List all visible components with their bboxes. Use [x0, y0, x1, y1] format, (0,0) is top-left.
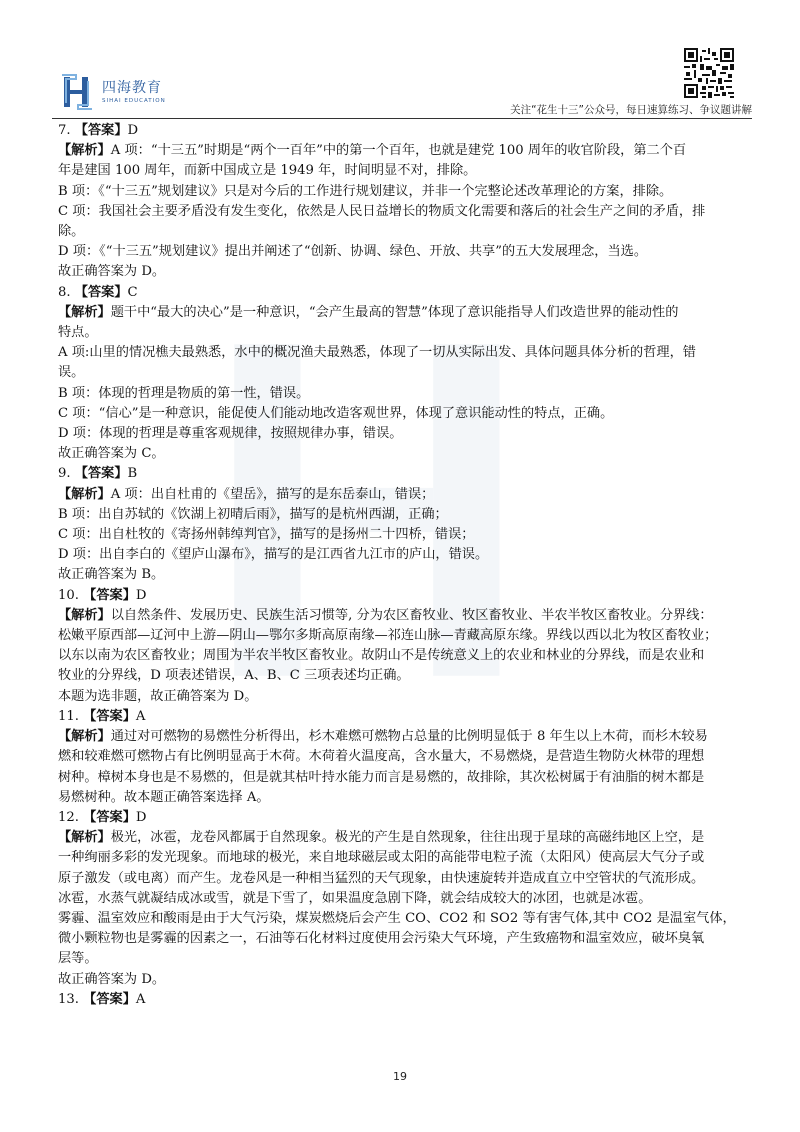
- text-segment: 以东以南为农区畜牧业；周围为半农半牧区畜牧业。故阴山不是传统意义上的农业和林业的分界线，而是农业和: [58, 648, 705, 664]
- text-line: [58, 848, 748, 868]
- text-line: [58, 687, 748, 707]
- text-line: [58, 141, 748, 161]
- text-line: [58, 747, 748, 767]
- answer-label: 【解析】: [58, 607, 111, 623]
- text-segment: 雾霾、温室效应和酸雨是由于大气污染，煤炭燃烧后会产生 CO、CO2 和 SO2 等有害气体,其中 CO2 是温室气体，: [58, 910, 736, 926]
- text-segment: A 项：出自杜甫的《望岳》，描写的是东岳泰山，错误；: [110, 486, 435, 502]
- text-line: [58, 565, 748, 585]
- text-segment: 12.: [58, 809, 84, 825]
- text-segment: 树种。樟树本身也是不易燃的，但是就其枯叶持水能力而言是易燃的，故排除，其次松树属于有油脂的树木都是: [58, 769, 705, 785]
- text-line: [58, 161, 748, 181]
- text-line: [58, 990, 748, 1010]
- text-segment: 误。: [58, 365, 85, 381]
- text-segment: 特点。: [58, 325, 98, 341]
- text-line: [58, 485, 748, 505]
- text-segment: 7.: [58, 123, 75, 138]
- text-segment: C 项：“信心”是一种意识，能促使人们能动地改造客观世界，体现了意识能动性的特点，正确。: [58, 405, 614, 421]
- logo-subtext: SIHAI EDUCATION: [102, 98, 166, 104]
- text-segment: 9.: [58, 466, 75, 482]
- text-line: [58, 646, 748, 666]
- header-divider: [52, 118, 752, 119]
- answer-label: 【答案】: [74, 284, 128, 300]
- text-line: [58, 828, 748, 848]
- text-line: [58, 889, 748, 909]
- text-segment: 原子激发（或电离）而产生。龙卷风是一种相当猛烈的天气现象，由快速旋转并造成直立中空管状的气流形成。: [58, 870, 705, 886]
- text-segment: C 项：我国社会主要矛盾没有发生变化，依然是人民日益增长的物质文化需要和落后的社会生产之间的矛盾，排: [58, 203, 706, 219]
- text-segment: 燃和较难燃可燃物占有比例明显高于木荷。木荷着火温度高，含水量大，不易燃烧，是营造生物防火林带的理想: [58, 749, 705, 765]
- text-segment: D: [135, 809, 147, 825]
- text-line: [58, 262, 748, 282]
- text-segment: A: [135, 708, 146, 724]
- answer-label: 【答案】: [74, 466, 128, 482]
- text-segment: 以自然条件、发展历史、民族生活习惯等, 分为农区畜牧业、牧区畜牧业、半农半牧区畜牧业。分界线：: [110, 607, 713, 623]
- text-line: [58, 949, 748, 969]
- answer-label: 【答案】: [74, 123, 128, 138]
- text-segment: 通过对可燃物的易燃性分析得出，杉木难燃可燃物占总量的比例明显低于 8 年生以上木荷，而杉木较易: [110, 729, 708, 745]
- answer-label: 【解析】: [58, 143, 111, 159]
- text-segment: 故正确答案为 B。: [58, 567, 165, 583]
- answer-label: 【答案】: [83, 708, 136, 724]
- text-line: [58, 788, 748, 808]
- text-line: [58, 727, 748, 747]
- text-segment: D: [135, 587, 147, 603]
- text-segment: B: [127, 466, 138, 482]
- text-segment: B 项：《“十三五”规划建议》只是对今后的工作进行规划建议，并非一个完整论述改革理论的方案，排除。: [58, 183, 673, 199]
- text-segment: 牧业的分界线，D 项表述错误，A、B、C 三项表述均正确。: [58, 668, 410, 684]
- logo-text-group: [102, 80, 166, 104]
- text-line: [58, 929, 748, 949]
- text-line: [58, 283, 748, 303]
- text-segment: 除。: [58, 224, 85, 240]
- text-line: [58, 869, 748, 889]
- text-segment: 层等。: [58, 951, 98, 967]
- text-line: [58, 363, 748, 383]
- text-line: [58, 525, 748, 545]
- text-segment: 题干中“最大的决心”是一种意识，“会产生最高的智慧”体现了意识能指导人们改造世界的能动性的: [110, 304, 679, 320]
- text-segment: 极光，冰雹，龙卷风都属于自然现象。极光的产生是自然现象，往往出现于星球的高磁纬地区上空，是: [110, 830, 705, 846]
- logo: [62, 72, 166, 112]
- text-segment: A 项:山里的情况樵夫最熟悉，水中的概况渔夫最熟悉，体现了一切从实际出发、具体问题具体分析的哲理，错: [58, 345, 696, 361]
- answer-label: 【解析】: [58, 486, 111, 502]
- logo-text: 四海教育: [102, 80, 162, 96]
- header-note: 关注“花生十三”公众号，每日速算练习、争议题讲解: [510, 104, 752, 116]
- text-line: [58, 424, 748, 444]
- text-line: [58, 182, 748, 202]
- text-segment: B 项：体现的哲理是物质的第一性，错误。: [58, 385, 310, 401]
- text-line: [58, 343, 748, 363]
- text-segment: 年是建国 100 周年，而新中国成立是 1949 年，时间明显不对，排除。: [58, 163, 477, 179]
- text-line: [58, 242, 748, 262]
- answer-label: 【解析】: [58, 729, 111, 745]
- text-segment: 一种绚丽多彩的发光现象。而地球的极光，来自地球磁层或太阳的高能带电粒子流（太阳风）使高层大气分子或: [58, 850, 705, 866]
- answer-explanations: [58, 121, 748, 1010]
- text-segment: 微小颗粒物也是雾霾的因素之一，石油等石化材料过度使用会污染大气环境，产生致癌物和温室效应，破坏臭氧: [58, 931, 705, 947]
- text-line: [58, 303, 748, 323]
- text-line: [58, 626, 748, 646]
- qr-code-icon: [684, 48, 734, 98]
- text-line: [58, 808, 748, 828]
- answer-label: 【答案】: [83, 991, 136, 1007]
- text-segment: D 项：体现的哲理是尊重客观规律，按照规律办事，错误。: [58, 426, 403, 442]
- text-line: [58, 545, 748, 565]
- text-line: [58, 586, 748, 606]
- text-segment: D: [127, 123, 139, 138]
- page-header: [52, 40, 752, 120]
- text-segment: B 项：出自苏轼的《饮湖上初晴后雨》，描写的是杭州西湖，正确；: [58, 506, 448, 522]
- text-line: [58, 666, 748, 686]
- text-line: [58, 970, 748, 990]
- text-line: [58, 768, 748, 788]
- answer-label: 【解析】: [58, 304, 111, 320]
- text-line: [58, 464, 748, 484]
- text-segment: 故正确答案为 D。: [58, 264, 166, 280]
- text-segment: 10.: [58, 587, 84, 603]
- text-segment: 13.: [58, 991, 84, 1007]
- text-segment: D 项：出自李白的《望庐山瀑布》，描写的是江西省九江市的庐山，错误。: [58, 547, 489, 563]
- text-segment: C: [127, 284, 138, 300]
- text-segment: 本题为选非题，故正确答案为 D。: [58, 688, 258, 704]
- text-line: [58, 222, 748, 242]
- page-number: 19: [393, 1070, 407, 1083]
- text-line: [58, 606, 748, 626]
- text-segment: C 项：出自杜牧的《寄扬州韩绰判官》，描写的是扬州二十四桥，错误；: [58, 527, 475, 543]
- text-segment: 故正确答案为 C。: [58, 446, 165, 462]
- text-segment: A 项：“十三五”时期是“两个一百年”中的第一个百年，也就是建党 100 周年的收官阶段，第二个百: [110, 143, 687, 159]
- text-line: [58, 909, 748, 929]
- text-segment: D 项：《“十三五”规划建议》提出并阐述了“创新、协调、绿色、开放、共享”的五大发展理念，当选。: [58, 244, 648, 260]
- text-segment: 冰雹，水蒸气就凝结成冰或雪，就是下雪了，如果温度急剧下降，就会结成较大的冰团，也就是冰雹。: [58, 890, 652, 906]
- text-segment: 故正确答案为 D。: [58, 971, 166, 987]
- text-segment: 8.: [58, 284, 75, 300]
- text-segment: 松嫩平原西部—辽河中上游—阴山—鄂尔多斯高原南缘—祁连山脉—青藏高原东缘。界线以西以北为牧区畜牧业；: [58, 628, 718, 644]
- text-line: [58, 707, 748, 727]
- text-line: [58, 384, 748, 404]
- text-line: [58, 121, 748, 141]
- text-segment: A: [135, 991, 146, 1007]
- text-segment: 11.: [58, 708, 84, 724]
- text-line: [58, 444, 748, 464]
- answer-label: 【解析】: [58, 830, 111, 846]
- text-line: [58, 404, 748, 424]
- text-line: [58, 202, 748, 222]
- answer-label: 【答案】: [83, 809, 136, 825]
- text-segment: 易燃树种。故本题正确答案选择 A。: [58, 789, 270, 805]
- text-line: [58, 505, 748, 525]
- sihai-logo-icon: [62, 73, 96, 111]
- text-line: [58, 323, 748, 343]
- answer-label: 【答案】: [83, 587, 136, 603]
